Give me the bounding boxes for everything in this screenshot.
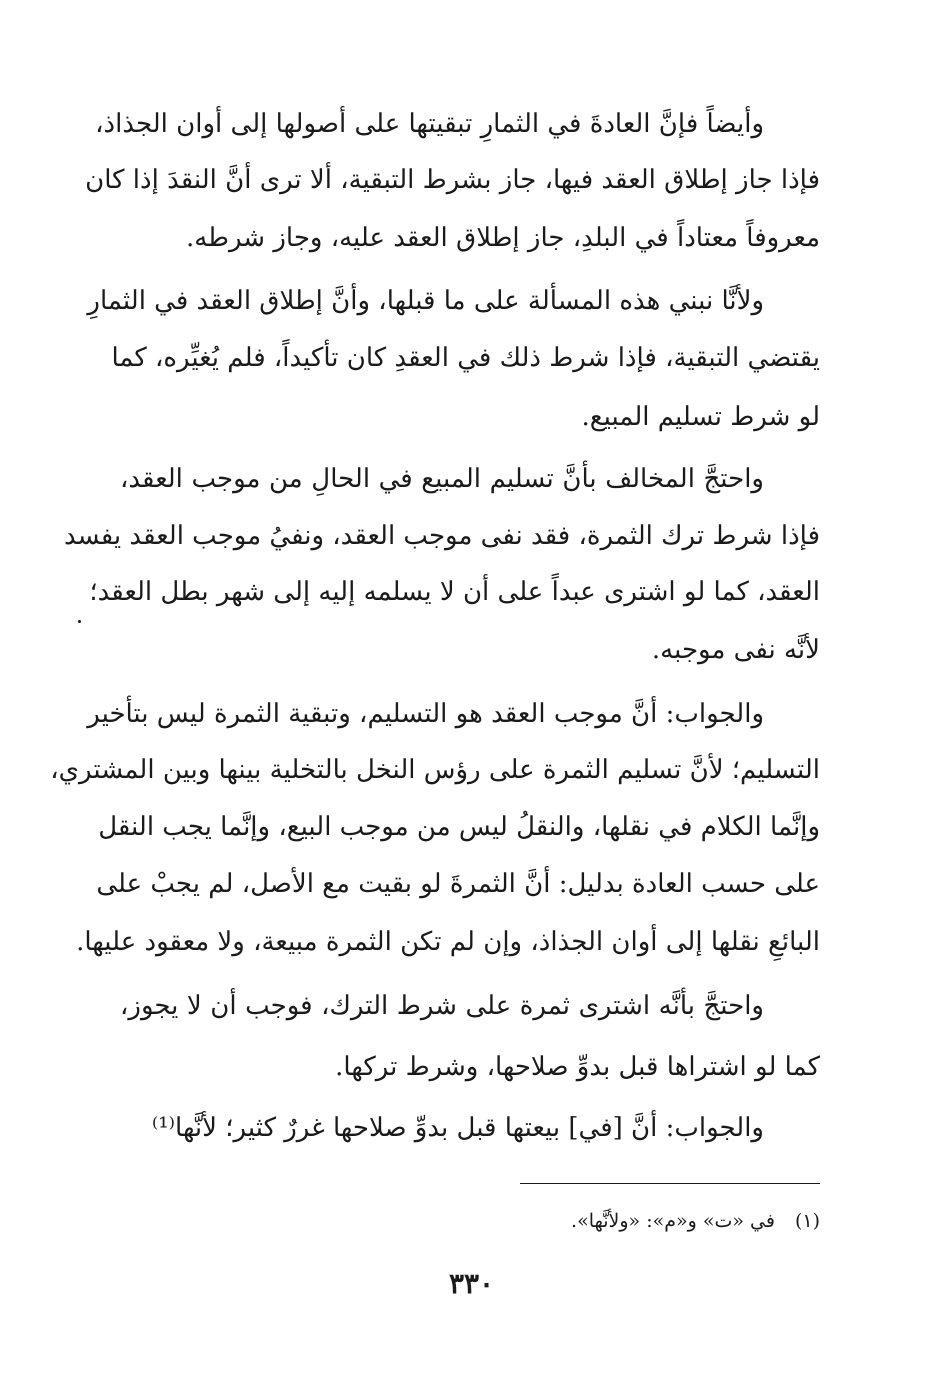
text-line: ولأنَّا نبني هذه المسألة على ما قبلها، وأنَّ إطلاق العقد في الثمارِ — [87, 286, 764, 316]
text-line: واحتجَّ المخالف بأنَّ تسليم المبيع في الحالِ من موجب العقد، — [120, 464, 764, 494]
text-line: لأنَّه نفى موجبه. — [651, 635, 820, 665]
text-line: فإذا جاز إطلاق العقد فيها، جاز بشرط التبقية، ألا ترى أنَّ النقدَ إذا كان — [85, 165, 820, 195]
footnote-text: في «ت» و«م»: «ولأنَّها». — [571, 1210, 775, 1232]
text-line: واحتجَّ بأنَّه اشترى ثمرة على شرط الترك، فوجب أن لا يجوز، — [120, 991, 764, 1021]
text-line: يقتضي التبقية، فإذا شرط ذلك في العقدِ كان تأكيداً، فلم يُغيِّره، كما — [111, 343, 820, 373]
text-line: معروفاً معتاداً في البلدِ، جاز إطلاق العقد عليه، وجاز شرطه. — [186, 223, 820, 253]
text-line: فإذا شرط ترك الثمرة، فقد نفى موجب العقد، ونفيُ موجب العقد يفسد — [63, 521, 820, 551]
text-line: على حسب العادة بدليل: أنَّ الثمرةَ لو بقيت مع الأصل، لم يجبْ على — [96, 869, 820, 899]
text-line: وأيضاً فإنَّ العادةَ في الثمارِ تبقيتها على أصولها إلى أوان الجذاذ، — [95, 109, 764, 139]
text-line: والجواب: أنَّ [في] بيعتها قبل بدوِّ صلاحها غررٌ كثير؛ لأنَّها⁽¹⁾ — [151, 1113, 764, 1143]
text-line: والجواب: أنَّ موجب العقد هو التسليم، وتبقية الثمرة ليس بتأخير — [87, 699, 764, 729]
footnote-separator — [520, 1183, 820, 1184]
page-number: ٣٣٠ — [448, 1267, 495, 1300]
text-line: لو شرط تسليم المبيع. — [581, 402, 820, 432]
text-line: التسليم؛ لأنَّ تسليم الثمرة على رؤس النخل بالتخلية بينها وبين المشتري، — [50, 755, 820, 785]
text-line: كما لو اشتراها قبل بدوِّ صلاحها، وشرط تركها. — [335, 1052, 820, 1082]
footnote — [120, 1207, 820, 1235]
text-line: وإنَّما الكلام في نقلها، والنقلُ ليس من موجب البيع، وإنَّما يجب النقل — [98, 812, 820, 842]
text-line: البائعِ نقلها إلى أوان الجذاذ، وإن لم تكن الثمرة مبيعة، ولا معقود عليها. — [76, 927, 820, 957]
footnote-number: (١) — [794, 1210, 820, 1232]
text-line: العقد، كما لو اشترى عبداً على أن لا يسلمه إليه إلى شهر بطل العقد؛ — [89, 577, 820, 607]
margin-mark — [78, 620, 81, 623]
